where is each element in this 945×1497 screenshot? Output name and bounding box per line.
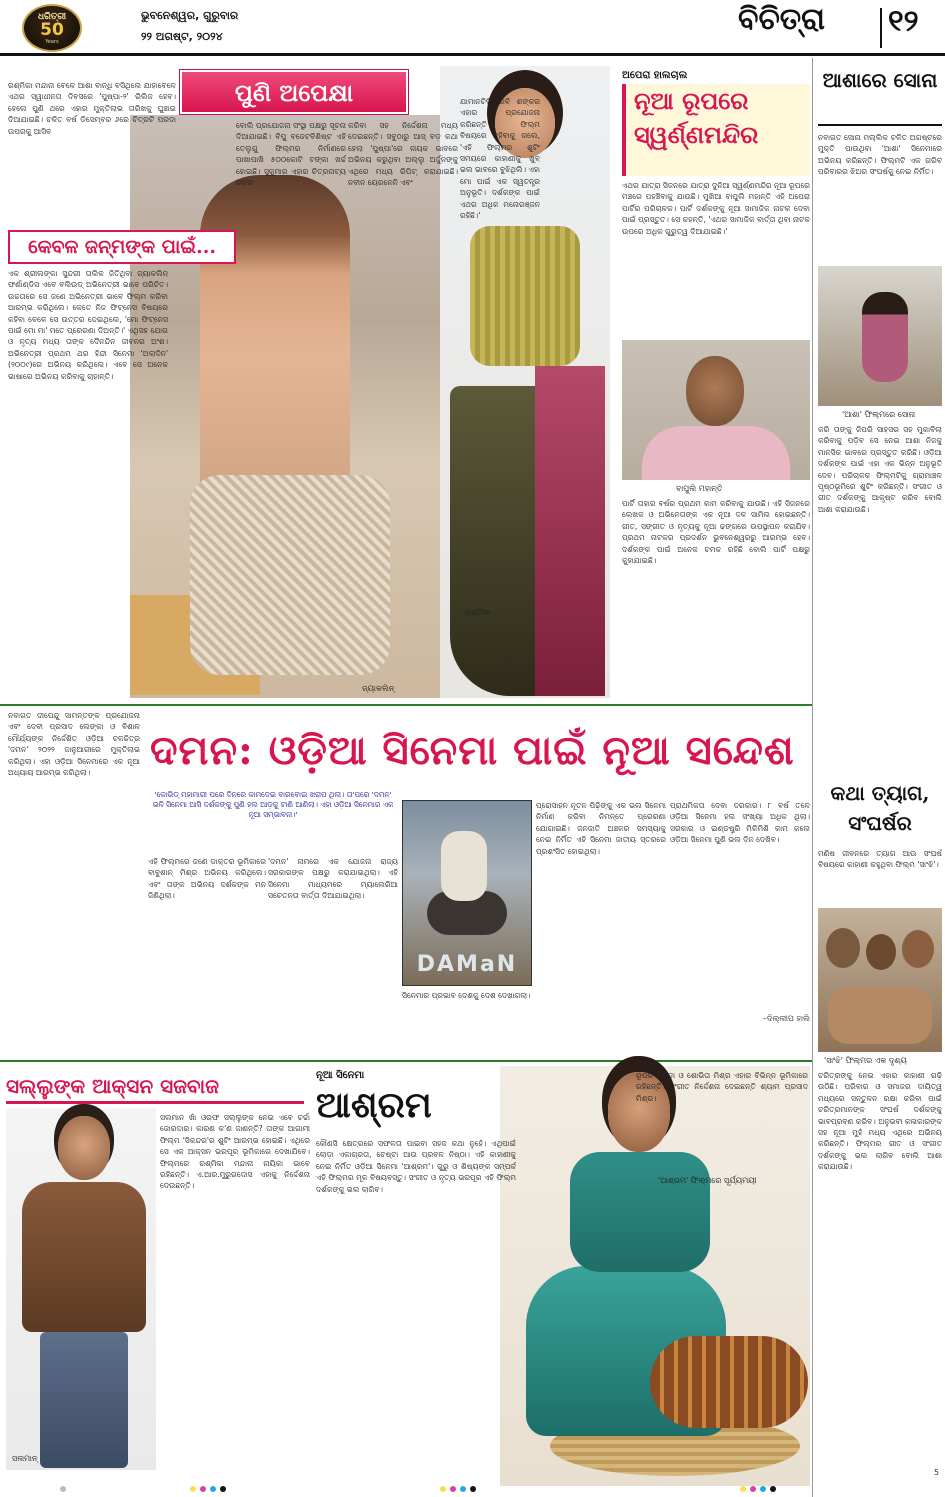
katha-body-2: ଚରିତ୍ରଙ୍କୁ ନେଇ ଏହାର କାହାଣୀ ଗଢ଼ି ଉଠିଛି। ପରିବାର ଓ ସମାଜର ଦାୟିତ୍ୱ ମଧ୍ୟରେ ସନ୍ତୁଳନ ରକ୍ଷା କରିବା ପାଇଁ ଚରିତ୍ରମାନଙ୍କ ସଂଘର୍ଷ ଦର୍ଶକଙ୍କୁ ଭାବପ୍ରବଣ କରିବ। ଅନୁଭବୀ କଳାକାରଙ୍କ ସହ ନୂଆ ମୁହଁ ମଧ୍ୟ ଏଥିରେ ଅଭିନୟ କରିଛନ୍ତି। ଫିଲ୍ମର ଗୀତ ଓ ସଂଗୀତ ଦର୍ଶକଙ୍କୁ ଭଲ ଲାଗିବ ବୋଲି ଆଶା କରାଯାଉଛି।	[818, 1071, 942, 1172]
head-shape	[686, 356, 744, 426]
katha-tyaga-headline: କଥା ତ୍ୟାଗ, ସଂଘର୍ଷର	[830, 781, 930, 835]
registration-dot	[440, 1486, 446, 1492]
registration-dot	[750, 1486, 756, 1492]
bapuli-photo	[622, 340, 810, 480]
logo-years: Years	[45, 38, 59, 45]
ashram-caption: 'ଆଶ୍ରମ' ଫିଲ୍ମରେ ସୂର୍ଯ୍ୟମୟୀ	[658, 1176, 757, 1185]
aasha-caption: 'ଆଶା' ଫିଲ୍ମରେ ସୋନା	[842, 410, 916, 419]
daman-body-mid-2: 'ଦମନ' ନାମରେ ଏକ ଯୋଜନା ରାଜ୍ୟ ସରକାରଙ୍କ ପକ୍ଷରୁ କରାଯାଇଥିଲା। ଏହି ସିନେମା ମାଧ୍ୟମରେ ମ୍ୟାଲେରିଆ ସଚେତନତା ବାର୍ତ୍ତା ଦିଆଯାଇଥିଲା।	[268, 857, 398, 901]
salman-body: ସଲମାନ ଖାଁ ଓରଫ ସଲ୍ଲୁଙ୍କ ନେଇ ଏବେ ଚର୍ଚ୍ଚା ଜୋରଦାର। କାରଣ କ'ଣ ଜାଣନ୍ତି? ତାଙ୍କ ଆଗାମୀ ଫିଲ୍ମ 'ସିକନ୍ଦର'ର ଶୁଟିଂ ଆରମ୍ଭ ହୋଇଛି। ଏଥିରେ ସେ ଏକ ଆକ୍ସନ ଭରପୂର ଭୂମିକାରେ ଦେଖାଯିବେ। ଫିଲ୍ମରେ ରଶ୍ମିକା ମନ୍ଦାନା ନାୟିକା ଭାବେ ରହିଛନ୍ତି। ଏ.ଆର.ମୁରୁଗଦୋସ ଏହାକୁ ନିର୍ଦ୍ଦେଶନା ଦେଉଛନ୍ତି।	[160, 1113, 310, 1191]
registration-dot	[200, 1486, 206, 1492]
group-shape	[828, 988, 932, 1044]
ashram-headline: ଆଶ୍ରମ	[316, 1084, 432, 1126]
logo-name: ଧରିତ୍ରୀ	[37, 11, 67, 22]
pushpa-col-4: ଯାମାନଚିଲି ରବି ଶଙ୍କର ଏହାର ପ୍ରଯୋଜନା କରିଛନ୍ତି। ଫିଲ୍ମ ବିଷୟରେ କହିବାକୁ ଗଲେ, 'ଏହି ଫିଲ୍ମର ଶୁଟିଂ ସମୟରେ କାହାଣୀକୁ ଖୁବ୍ ଭଲ ଭାବରେ ବୁଝିଥିଲି। ଏହା ମୋ ପାଇଁ ଏକ ସ୍ୱତନ୍ତ୍ର ଅନୁଭୂତି। ଦର୍ଶକଙ୍କ ପାଇଁ ଏଥର ଅଧିକ ମନୋରଞ୍ଜନ ରହିଛି।'	[460, 97, 540, 221]
place-day: ଭୁବନେଶ୍ୱର, ଗୁରୁବାର	[141, 9, 239, 22]
registration-dot	[470, 1486, 476, 1492]
ashare-body-2: କରି ତାଙ୍କୁ ଜିପରି ସାହସର ସହ ମୁକାବିଲା କରିବାକୁ ପଡ଼ିବ ସେ ନେଇ ଆଶା ନିଜକୁ ମାନସିକ ଭାବରେ ପ୍ରସ୍ତୁତ କରିଛି। ଓଡ଼ିଆ ଦର୍ଶକଙ୍କ ପାଇଁ ଏହା ଏକ ଭିନ୍ନ ଅନୁଭୂତି ଦେବ। ପରିଚାଳକ ଫିଲ୍ମଟିକୁ ଗ୍ରାମାଞ୍ଚଳ ପୃଷ୍ଠଭୂମିରେ ଶୁଟିଂ କରିଛନ୍ତି। ସଂଗୀତ ଓ ଗୀତ ଦର୍ଶକଙ୍କୁ ଆକୃଷ୍ଟ କରିବ ବୋଲି ଆଶା କରାଯାଉଛି।	[818, 425, 942, 514]
blouse-shape	[570, 1152, 710, 1272]
masthead	[0, 0, 945, 56]
section-rule	[0, 704, 812, 706]
page-mark: 5	[934, 1468, 940, 1477]
section-rule	[0, 1060, 812, 1062]
registration-dot	[460, 1486, 466, 1492]
ashram-kicker: ନୂଆ ସିନେମା	[316, 1070, 365, 1081]
pushpa-intro-text: ରଶ୍ମିକା ମନ୍ଦାନା ବେଳେ ଆଶା ବାନ୍ଧି ବସିଥିଲେ ଯାହାବେଳେ ଏଥର ସ୍ୱାଧୀନତା ଦିବସରେ 'ପୁଷ୍ପା-୨' ରିଲିଜ ହେବ। ହେଲେ ପୁଣି ଥରେ ଏହାର ମୁକ୍ତିଲାଭ ତାରିଖକୁ ଘୁଞ୍ଚାଇ ଦିଆଯାଇଛି। ଚଳିତ ବର୍ଷ ଡିସେମ୍ବର ୬ରେ ଚିତ୍ରଟି ପରଦା ଉପରକୁ ଆସିବ	[8, 81, 176, 136]
daman-byline: –ଦିଲ୍ଲୀପ ହାଲି	[762, 1014, 810, 1023]
registration-dot	[760, 1486, 766, 1492]
ashram-body-1: କୌଣସି କ୍ଷେତ୍ରରେ ସଫଳତା ପାଇବା ସହଜ କଥା ନୁହେଁ। ଏଥିପାଇଁ ଲୋଡ଼ା ଏକାଗ୍ରତା, ଚେଷ୍ଟା ଆଉ ପ୍ରବଳ ନିଷ୍ଠା। ଏହି କାହାଣୀକୁ ନେଇ ନିର୍ମିତ ଓଡ଼ିଆ ସିନେମା 'ଆଶ୍ରମ'। ଗୁରୁ ଓ ଶିଷ୍ୟଙ୍କ ସମ୍ପର୍କ ଏହି ଫିଲ୍ମର ମୂଳ ବିଷୟବସ୍ତୁ। ସଂଗୀତ ଓ ନୃତ୍ୟ ଭରପୂର ଏହି ଫିଲ୍ମ ଦର୍ଶକଙ୍କୁ ଭଲ ଲାଗିବ।	[316, 1139, 516, 1194]
person-shape	[902, 930, 934, 968]
ashare-body-1: ନବାଗତ ସୋନା ମଲ୍ଲିକ ଚଳିତ ଅଗଷ୍ଟରେ ମୁକ୍ତି ପାଉଥିବା 'ଆଶା' ସିନେମାରେ ଅଭିନୟ କରିଛନ୍ତି। ଫିଲ୍ମଟି ଏକ ଗରିବ ପରିବାରର ଝିଅର ସଂଘର୍ଷକୁ ନେଇ ନିର୍ମିତ।	[818, 133, 942, 177]
registration-dot	[740, 1486, 746, 1492]
jacqueline-caption: ଜ୍ୟାକଲିନ୍	[362, 684, 395, 693]
poster-title: DAMaN	[416, 952, 518, 977]
daman-body-right-2: ପ୍ରାଥମିକତା ଦେବା ଦରକାର। ୮ ବର୍ଷ ତଳେ ଓଡ଼ିଆ ସିନେମା ହଲ ସଂଖ୍ୟା ଅଧିକ ଥିଲା। ସରକାର ଓ ଇଣ୍ଡଷ୍ଟ୍ରି ମିଳିମିଶି କାମ କଲେ ଓଡ଼ିଆ ସିନେମା ପୁଣି ଭଲ ଦିନ ଦେଖିବ।	[670, 801, 810, 845]
swarna-body-1: ଏଥର ଯାତ୍ରା ସିଜନରେ ଯାତ୍ରା ଦୁନିଆ ସ୍ୱର୍ଣ୍ଣମନ୍ଦିର ନୂଆ ରୂପରେ ମଞ୍ଚରେ ପହଞ୍ଚିବାକୁ ଯାଉଛି। ମୁଖିଆ ବାପୁଲି ମହାନ୍ତି ଏହି ଅପେରା ପାର୍ଟିର ପରିଚାଳକ। ପାର୍ଟି ଦର୍ଶକଙ୍କୁ ନୂଆ ସାମାଜିକ ନାଟକ ଦେବା ପାଇଁ ପ୍ରସ୍ତୁତ। ସେ କହନ୍ତି, 'ଏଥର ସାମାଜିକ ବାର୍ତ୍ତା ଥିବା ନାଟକ ଉପରେ ଅଧିକ ଗୁରୁତ୍ୱ ଦିଆଯାଇଛି।'	[622, 181, 810, 236]
aasha-photo	[818, 266, 942, 406]
daman-body-mid-3: ସିନେମାର ପ୍ରଭାବ ଦେଶକୁ ଦେଶ ଦେଖାଗଲା।	[402, 991, 531, 1000]
registration-dot	[770, 1486, 776, 1492]
daman-poster	[402, 800, 532, 986]
registration-dot	[210, 1486, 216, 1492]
registration-dot	[220, 1486, 226, 1492]
daman-pull-quote: 'କୋଭିଡ୍ ମହାମାରୀ ପରେ ଦିନରେ କାମଦେଇ ବାରବୋଇ ଖରାପ ଥିଲା। ତା'ପରେ 'ଦମନ' ଭଳି ସିନେମା ଆସି ଦର୍ଶକଙ୍କୁ ପୁଣି ହଲ ଆଡ଼କୁ ଟାଣି ଆଣିଲା। ଏହା ଓଡ଼ିଆ ସିନେମାର ଏକ ନୂଆ ସମ୍ଭାବନା।'	[152, 790, 394, 819]
sanjhi-caption: 'ସାଂଝି' ଫିଲ୍ମର ଏକ ଦୃଶ୍ୟ	[824, 1056, 907, 1065]
print-registration-strip	[0, 1484, 945, 1497]
swarna-kicker: ଅପେରା ହାଲଚାଲ	[622, 70, 688, 81]
swarna-headline: ନୂଆ ରୂପରେ ସ୍ୱର୍ଣ୍ଣମନ୍ଦିର	[622, 84, 810, 176]
figure-shape	[862, 292, 908, 382]
pushpa-col-3: କରିବା ସହ ନିର୍ଦ୍ଦେଶନା ମଧ୍ୟ ଦେଇଛନ୍ତି। ସବୁଠାରୁ ଆସ୍ ବଡ଼ କଥା ହେଲା 'ପୁଷ୍ପା'ରେ ନାୟକ ଭାବରେ ଅଭିନୟ କରୁଥିବା ଅଲ୍ଲୁ ଅର୍ଜୁନଙ୍କୁ ଏଥିରେ ମଧ୍ୟ ରିପିଟ୍ କରାଯାଇଛି। ନବୀନ ୟେରନେନି ଏବଂ	[348, 121, 458, 188]
daman-body-mid-1: ଏହି ଫିଲ୍ମରେ ଜଣେ ଡାକ୍ତର ଭୂମିକାରେ ବାବୁଶାନ୍ ମିଶ୍ର ଅଭିନୟ କରିଥିଲେ। ଏବଂ ତାଙ୍କ ଅଭିନୟ ଦର୍ଶକଙ୍କ ମନ ଜିଣିଥିଲା।	[148, 857, 266, 901]
sanjhi-photo	[818, 908, 942, 1052]
person-shape	[826, 928, 860, 968]
salman-photo	[6, 1108, 156, 1470]
dupatta-shape	[535, 366, 605, 696]
jeans-shape	[40, 1332, 128, 1468]
dress-shape	[190, 475, 390, 675]
rider-shape	[441, 831, 487, 901]
column-rule	[812, 58, 813, 1497]
page-number: ୧୨	[888, 4, 919, 39]
ashare-sona-headline: ଆଶାରେ ସୋନା	[818, 66, 942, 126]
dharitri-50-logo	[22, 4, 82, 52]
jacket-shape	[22, 1182, 146, 1332]
masthead-divider	[880, 8, 882, 48]
daman-body-left: ନବାଗତ ଦୀପେନ୍ଦୁ ସାମନ୍ତଙ୍କ ପ୍ରଯୋଜନା ଏବଂ ଦେବୀ ପ୍ରସାଦ ଲେଙ୍କା ଓ ବିଶାଳ ମୌର୍ଯ୍ୟଙ୍କ ନିର୍ଦ୍ଦେଶିତ ଓଡ଼ିଆ ଚଳଚ୍ଚିତ୍ର 'ଦମନ' ୨୦୨୨ ଜାନୁଆରୀରେ ମୁକ୍ତିଲାଭ କରିଥିଲା। ଏହା ଓଡ଼ିଆ ସିନେମାରେ ଏକ ନୂଆ ଅଧ୍ୟାୟ ଆରମ୍ଭ କରିଥିଲା।	[8, 711, 140, 778]
section-name: ବିଚିତ୍ରା	[738, 2, 826, 37]
logo-number: 50	[40, 19, 64, 40]
edition-date: ୨୨ ଅଗଷ୍ଟ, ୨୦୨୪	[141, 30, 223, 43]
registration-dot	[450, 1486, 456, 1492]
daman-headline: ଦମନ: ଓଡ଼ିଆ ସିନେମା ପାଇଁ ନୂଆ ସନ୍ଦେଶ	[150, 726, 795, 774]
drum-shape	[650, 1336, 808, 1428]
jacqueline-subhead: କେବଳ ଜନ୍ମଙ୍କ ପାଇଁ...	[8, 230, 236, 264]
person-shape	[866, 934, 896, 970]
bapuli-caption: ବାପୁଲି ମହାନ୍ତି	[676, 484, 723, 493]
daman-body-right-1: ପ୍ରୋସାହନ ନୂତନ ପିଢ଼ିଙ୍କୁ ଏକ ଭଲ ସିନେମା ନିର୍ମାଣ କରିବା ନିମନ୍ତେ ପ୍ରେରଣା ଯୋଗାଇଛି। ଜନଜାତି ଅଞ୍ଚଳର ସମସ୍ୟାକୁ ନେଇ ନିର୍ମିତ ଏହି ସିନେମା ଜାତୀୟ ସ୍ତରରେ ପ୍ରଶଂସିତ ହୋଇଥିଲା।	[536, 801, 666, 856]
salman-caption: ସଲମାନ୍	[12, 1454, 38, 1463]
salman-headline: ସଲ୍ଲୁଙ୍କ ଆକ୍ସନ ସଜବାଜ	[6, 1070, 304, 1104]
puni-apekshya-banner: ପୁଣି ଅପେକ୍ଷା	[180, 70, 408, 114]
jacqueline-body: ଏକ ଶ୍ରୀଲଙ୍କା ସୁନ୍ଦରୀ ତାଲିକ ଜିତିଥିବା ଜ୍ୟାକଲିନ୍ ଫର୍ଣାଣ୍ଡିସ ଏବେ ବଲିଉଡ୍ ଅଭିନେତ୍ରୀ ଭାବେ ପରିଚିତ। ଉଚ୍ଚତାରେ ସେ ଜଣେ ଅଭିନେତ୍ରୀ ଭାବେ ଫିଲ୍ମ କରିବା ଆରମ୍ଭ କରିଥିଲେ। କେତେ ନିଜ ଫିଟ୍ନେସ ବିଷୟରେ କହିବା ବେଳେ ସେ ଉତ୍ତର ଦେଇଥିଲେ, 'ମୋ ଫିଟ୍ନେସ ପାଇଁ ମୋ ମା' ମତେ ପ୍ରେରଣା ଦିଅନ୍ତି।' ଏଥିସହ ଯୋଗ ଓ ନୃତ୍ୟ ମଧ୍ୟ ତାଙ୍କ ଦୈନନ୍ଦିନ ଜୀବନର ଅଂଶ। ଅଭିନେତ୍ରୀ ପ୍ରଥମ ଥର ହିନ୍ଦୀ ସିନେମା 'ଅଲାଦିନ' (୨୦୦୯)ରେ ଅଭିନୟ କରିଥିଲେ। ଏବେ ସେ ଅନେକ ଭାଷାରେ ଅଭିନୟ କରିବାକୁ ଚାହାନ୍ତି।	[8, 269, 168, 381]
swarna-body-2: ପାର୍ଟି ତାହାର ବର୍ଷର ପ୍ରଥମ କାମ କରିବାକୁ ଯାଉଛି। ଏହି ସିଜନରେ ଲେଖକ ଓ ଅଭିନେତାଙ୍କ ଏକ ନୂଆ ଦଳ ସାମିଲ ହୋଇଛନ୍ତି। ଗୀତ, ସଙ୍ଗୀତ ଓ ନୃତ୍ୟକୁ ନୂଆ ଢଙ୍ଗରେ ଉପସ୍ଥାପନ କରାଯିବ। ପ୍ରଥମ ନାଟକର ପ୍ରଦର୍ଶନ ଭୁବନେଶ୍ୱରରୁ ଆରମ୍ଭ ହେବ। ଦର୍ଶକଙ୍କ ପାଇଁ ଅନେକ ଚମକ ରହିଛି ବୋଲି ପାର୍ଟି ପକ୍ଷରୁ କୁହାଯାଇଛି।	[622, 499, 810, 566]
katha-body-1: ମଣିଷ ଜୀବନରେ ତ୍ୟାଗ ଆଉ ସଂଘର୍ଷ ବିଷୟରେ କାହାଣୀ କହୁଥିବା ଫିଲ୍ମ 'ସାଂଝି'।	[818, 849, 942, 870]
ashram-body-2: ରୂପକ ପରିଡ଼ା ଓ ଶୋଭିତା ମିଶ୍ର ଏହାର ବିଭିନ୍ନ ଭୂମିକାରେ ରହିଛନ୍ତି। ସଂଗୀତ ନିର୍ଦ୍ଦେଶନା ଦେଇଛନ୍ତି ଶ୍ୟାମ ପ୍ରସାଦ ମିଶ୍ର।	[636, 1071, 808, 1103]
shirt-shape	[642, 426, 790, 480]
rashmika-caption: ରଶ୍ମିକା	[465, 608, 491, 617]
pushpa-col-2: ବୋଲି ପ୍ରଯୋଜନା ସଂସ୍ଥା ପକ୍ଷରୁ ସୂଚନା ଦିଆଯାଇଛି। ବିପୁ ବଜେଟବିଶିଷ୍ଟ ଏହି ତେଲୁଗୁ ଫିଲ୍ମର ନିର୍ମାଣରେ ପାଖାପାଖି ୫୦୦କୋଟି ଟଙ୍କା ଖର୍ଚ୍ଚ ହୋଇଛି। ସୁକୁମାର ଏହାର ଚିତ୍ରନାଟ୍ୟ ରଚନା	[236, 121, 346, 188]
registration-dot	[60, 1486, 66, 1492]
head-shape	[58, 1116, 110, 1180]
registration-dot	[190, 1486, 196, 1492]
